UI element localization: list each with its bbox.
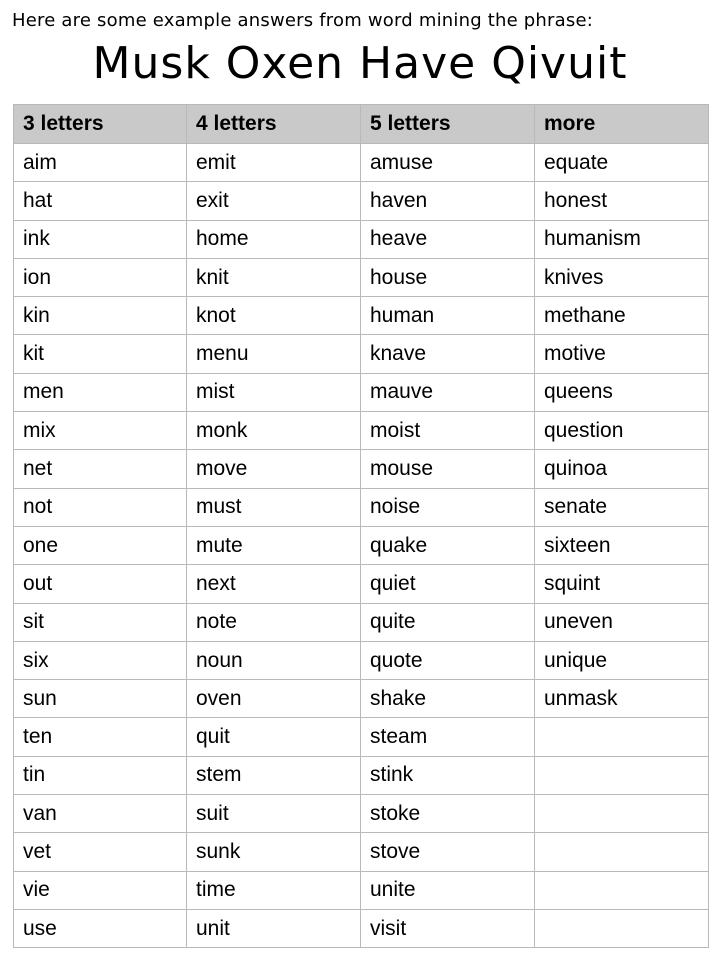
word-3-letters: net	[14, 450, 187, 488]
word-3-letters: use	[14, 909, 187, 947]
word-3-letters: aim	[14, 144, 187, 182]
intro-text: Here are some example answers from word mining the phrase:	[12, 10, 593, 31]
table-row	[14, 680, 709, 718]
word-more: humanism	[535, 220, 709, 258]
word-4-letters: oven	[187, 680, 361, 718]
header-row	[14, 105, 709, 144]
word-more: unmask	[535, 680, 709, 718]
word-5-letters: house	[361, 258, 535, 296]
word-more	[535, 871, 709, 909]
word-3-letters: sun	[14, 680, 187, 718]
word-3-letters: mix	[14, 412, 187, 450]
word-more: equate	[535, 144, 709, 182]
word-more	[535, 833, 709, 871]
word-4-letters: unit	[187, 909, 361, 947]
word-3-letters: kit	[14, 335, 187, 373]
word-4-letters: monk	[187, 412, 361, 450]
word-3-letters: vet	[14, 833, 187, 871]
word-5-letters: noise	[361, 488, 535, 526]
word-4-letters: menu	[187, 335, 361, 373]
word-5-letters: heave	[361, 220, 535, 258]
word-5-letters: quiet	[361, 565, 535, 603]
word-5-letters: human	[361, 297, 535, 335]
word-5-letters: stink	[361, 756, 535, 794]
word-4-letters: next	[187, 565, 361, 603]
word-more: queens	[535, 373, 709, 411]
word-more	[535, 718, 709, 756]
word-4-letters: mist	[187, 373, 361, 411]
table-row	[14, 144, 709, 182]
table-row	[14, 565, 709, 603]
table-row	[14, 373, 709, 411]
word-5-letters: shake	[361, 680, 535, 718]
word-5-letters: knave	[361, 335, 535, 373]
header-5-letters: 5 letters	[361, 105, 535, 144]
word-5-letters: moist	[361, 412, 535, 450]
word-4-letters: move	[187, 450, 361, 488]
table-row	[14, 795, 709, 833]
word-5-letters: amuse	[361, 144, 535, 182]
header-3-letters: 3 letters	[14, 105, 187, 144]
word-4-letters: mute	[187, 526, 361, 564]
table-row	[14, 718, 709, 756]
word-3-letters: sit	[14, 603, 187, 641]
word-3-letters: ink	[14, 220, 187, 258]
word-3-letters: vie	[14, 871, 187, 909]
word-4-letters: exit	[187, 182, 361, 220]
table-row	[14, 526, 709, 564]
word-5-letters: mauve	[361, 373, 535, 411]
word-4-letters: stem	[187, 756, 361, 794]
word-more	[535, 909, 709, 947]
word-5-letters: quake	[361, 526, 535, 564]
word-5-letters: steam	[361, 718, 535, 756]
word-3-letters: tin	[14, 756, 187, 794]
word-5-letters: visit	[361, 909, 535, 947]
word-5-letters: haven	[361, 182, 535, 220]
word-3-letters: men	[14, 373, 187, 411]
table-body	[14, 144, 709, 948]
table-row	[14, 756, 709, 794]
word-more: quinoa	[535, 450, 709, 488]
word-3-letters: ion	[14, 258, 187, 296]
word-4-letters: suit	[187, 795, 361, 833]
page-title: Musk Oxen Have Qivuit	[92, 38, 628, 89]
word-more: squint	[535, 565, 709, 603]
word-4-letters: home	[187, 220, 361, 258]
word-3-letters: out	[14, 565, 187, 603]
word-5-letters: stoke	[361, 795, 535, 833]
word-more	[535, 795, 709, 833]
word-5-letters: unite	[361, 871, 535, 909]
header-more: more	[535, 105, 709, 144]
word-3-letters: van	[14, 795, 187, 833]
word-3-letters: six	[14, 641, 187, 679]
word-more: question	[535, 412, 709, 450]
word-more	[535, 756, 709, 794]
word-4-letters: sunk	[187, 833, 361, 871]
word-5-letters: mouse	[361, 450, 535, 488]
word-more: honest	[535, 182, 709, 220]
word-5-letters: quite	[361, 603, 535, 641]
word-more: methane	[535, 297, 709, 335]
table-row	[14, 182, 709, 220]
word-4-letters: emit	[187, 144, 361, 182]
table-row	[14, 833, 709, 871]
word-more: unique	[535, 641, 709, 679]
word-4-letters: note	[187, 603, 361, 641]
word-more: motive	[535, 335, 709, 373]
table-row	[14, 297, 709, 335]
word-5-letters: stove	[361, 833, 535, 871]
table-row	[14, 258, 709, 296]
word-4-letters: knit	[187, 258, 361, 296]
word-3-letters: one	[14, 526, 187, 564]
word-3-letters: not	[14, 488, 187, 526]
table-row	[14, 335, 709, 373]
word-3-letters: kin	[14, 297, 187, 335]
word-4-letters: noun	[187, 641, 361, 679]
table-row	[14, 909, 709, 947]
word-more: knives	[535, 258, 709, 296]
table-row	[14, 412, 709, 450]
word-more: uneven	[535, 603, 709, 641]
word-4-letters: knot	[187, 297, 361, 335]
word-table	[13, 104, 709, 948]
word-5-letters: quote	[361, 641, 535, 679]
word-4-letters: must	[187, 488, 361, 526]
table-row	[14, 871, 709, 909]
word-4-letters: time	[187, 871, 361, 909]
table-row	[14, 220, 709, 258]
word-more: senate	[535, 488, 709, 526]
table-row	[14, 603, 709, 641]
word-more: sixteen	[535, 526, 709, 564]
table-row	[14, 641, 709, 679]
word-4-letters: quit	[187, 718, 361, 756]
table-row	[14, 488, 709, 526]
header-4-letters: 4 letters	[187, 105, 361, 144]
table-row	[14, 450, 709, 488]
word-3-letters: ten	[14, 718, 187, 756]
word-3-letters: hat	[14, 182, 187, 220]
